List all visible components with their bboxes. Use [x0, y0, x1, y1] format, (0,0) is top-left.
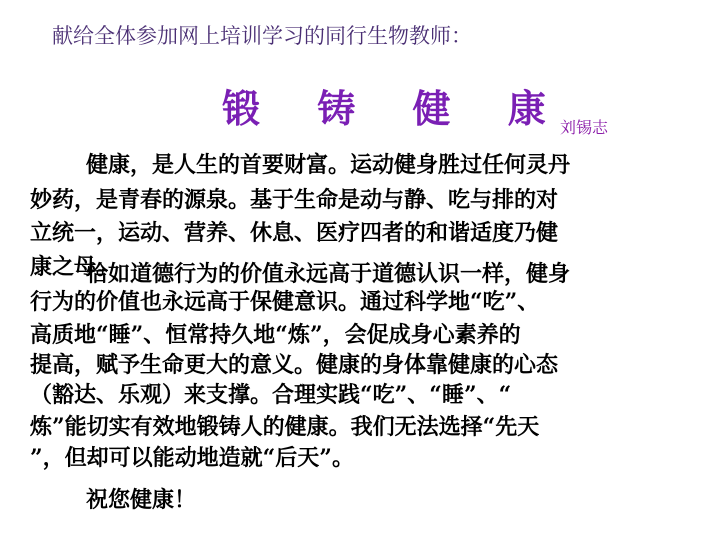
paragraph2-line: 高质地“睡”、恒常持久地“炼”，会促成身心素养的 — [30, 322, 521, 348]
paragraph2-line: 炼”能切实有效地锻铸人的健康。我们无法选择“先天 — [30, 414, 540, 440]
dedication-heading: 献给全体参加网上培训学习的同行生物教师： — [52, 24, 472, 48]
paragraph2-line: （豁达、乐观）来支撑。合理实践“吃”、“睡”、“ — [30, 382, 512, 408]
closing-greeting: 祝您健康！ — [86, 487, 197, 513]
paragraph2-line: 恰如道德行为的价值永远高于道德认识一样，健身 — [86, 261, 571, 287]
paragraph1-line: 立统一，运动、营养、休息、医疗四者的和谐适度乃健 — [30, 220, 559, 246]
paragraph2-line: ”，但却可以能动地造就“后天”。 — [30, 445, 354, 471]
paragraph2-line: 提高，赋予生命更大的意义。健康的身体靠健康的心态 — [30, 352, 559, 378]
paragraph1-line: 健康，是人生的首要财富。运动健身胜过任何灵丹 — [86, 152, 571, 178]
paragraph1-line: 妙药，是青春的源泉。基于生命是动与静、吃与排的对 — [30, 187, 559, 213]
author-name: 刘锡志 — [560, 118, 609, 137]
page-title: 锻 铸 健 康 — [222, 86, 568, 131]
paragraph1-line: 康之母。 — [30, 254, 119, 280]
paragraph2-line: 行为的价值也永远高于保健意识。通过科学地“吃”、 — [30, 289, 540, 315]
